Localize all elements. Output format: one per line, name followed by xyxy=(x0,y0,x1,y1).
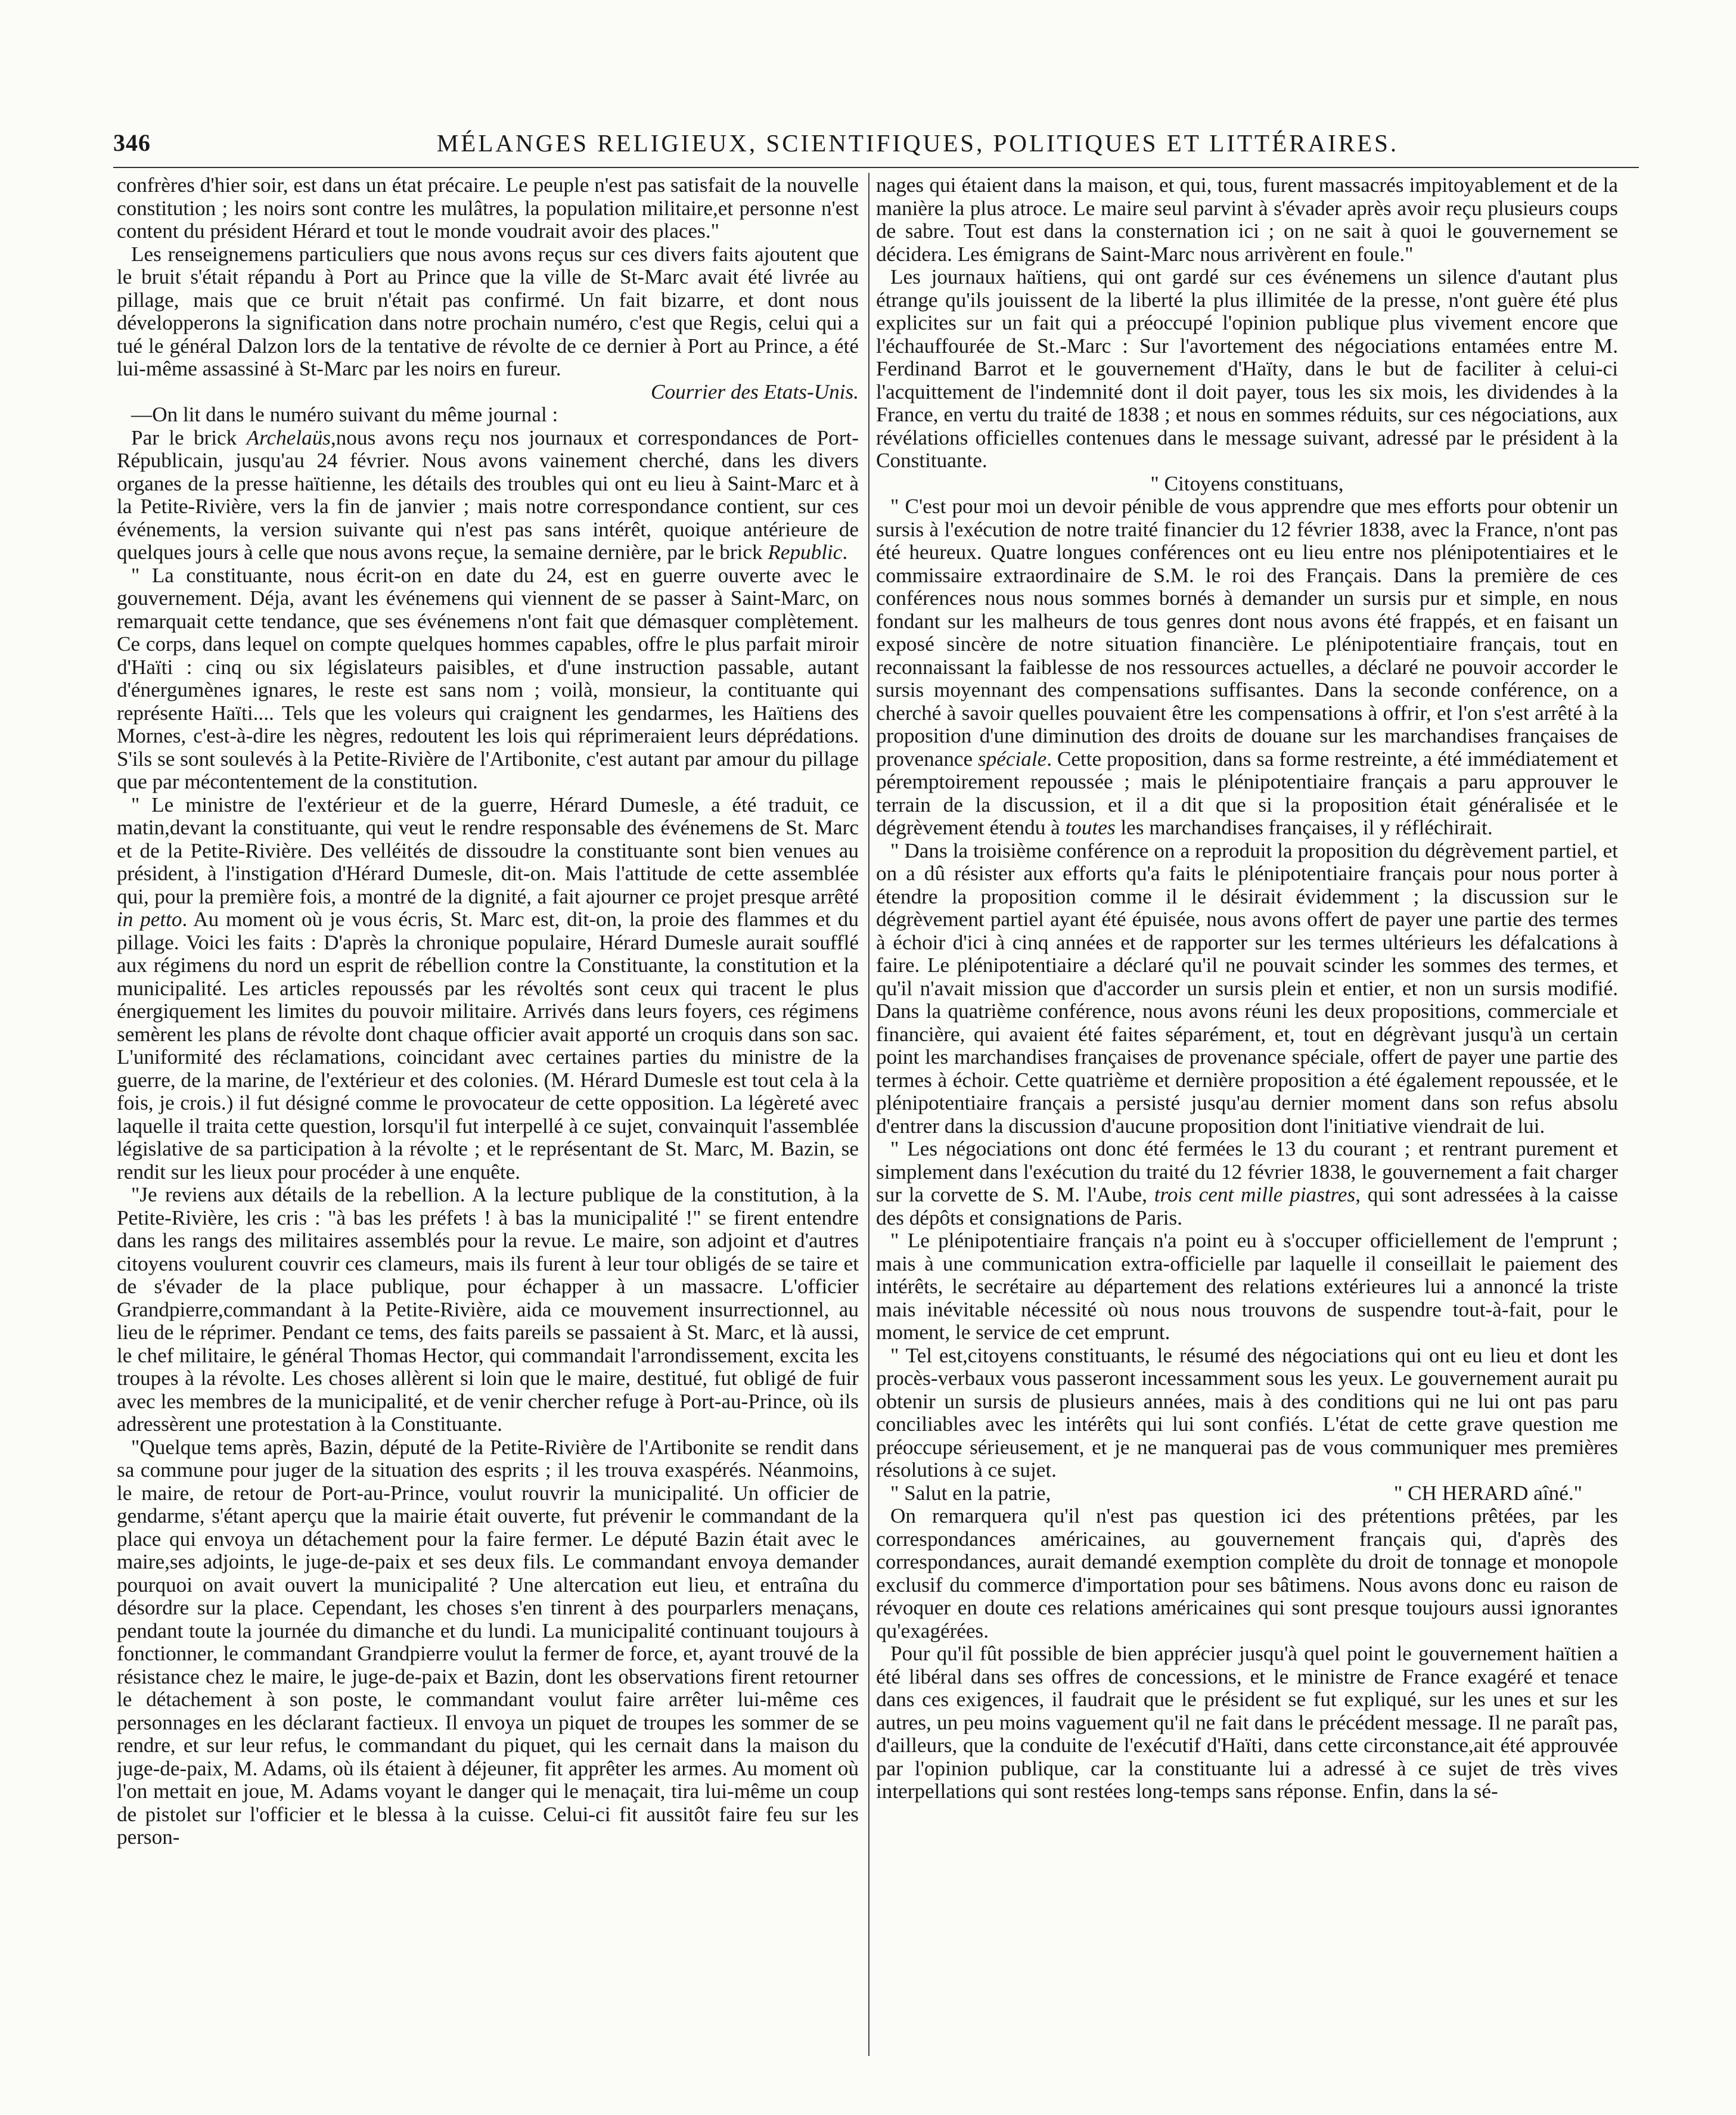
paragraph: " La constituante, nous écrit-on en date du 24, est en guerre ouverte avec le gouvernement. Déja, avant les événemens qui viennent de se passer à Saint-Marc, on remarquait cette tendance, que ses événemens n'ont fait que démasquer complètement. Ce corps, dans lequel on compte quelques hommes capables, offre le plus parfait miroir d'Haïti : cinq ou six législateurs paisibles, et d'une instruction passable, autant d'énergumènes ignares, le reste est sans nom ; voilà, monsieur, la contituante qui représente Haïti.... Tels que les voleurs qui craignent les gendarmes, les Haïtiens des Mornes, c'est-à-dire les nègres, redoutent les lois qui réprimeraient leurs déprédations. S'ils se sont soulevés à la Petite-Rivière de l'Artibonite, c'est autant par amour du pillage que par mécontentement de la constitution. xyxy=(117,563,859,793)
column-rule xyxy=(868,173,869,2056)
text-run: . xyxy=(842,541,848,564)
italic-phrase: trois cent mille piastres xyxy=(1154,1183,1356,1206)
paragraph: —On lit dans le numéro suivant du même journal : xyxy=(131,403,558,426)
text-run: , qui sont adressées à la caisse des dépôts et consignations de Paris. xyxy=(876,1183,1618,1229)
salutation-heading: " Citoyens constituans, xyxy=(1150,471,1344,495)
text-run: " C'est pour moi un devoir pénible de vous apprendre que mes efforts pour obtenir un sursis à l'exécution de notre traité financier du 12 février 1838, avec la France, n'ont pas été heureux. Quatre longues conférences ont eu lieu entre nos plénipotentiaires et le commissaire extraordinaire de S.M. le roi des Français. Dans la première de ces conférences nous nous sommes bornés à demander un sursis pur et simple, en nous fondant sur les malheurs de tous genres dont nous avons été frappés, et en faisant un exposé sincère de notre situation financière. Le plénipotentiaire français, tout en reconnaissant la faiblesse de nos ressources actuelles, a déclaré ne pouvoir accorder le sursis moyennant des compensations suffisantes. Dans la seconde conférence, on a cherché à savoir quelles pouvaient être les compensations à offrir, et l'on s'est arrêté à la proposition d'une diminution des droits de douane sur les marchandises françaises de provenance xyxy=(876,495,1618,771)
page-header xyxy=(113,123,1639,170)
paragraph: Les renseignemens particuliers que nous avons reçus sur ces divers faits ajoutent que le bruit s'était répandu à Port au Prince que la ville de St-Marc avait été livrée au pillage, mais que ce bruit n'était pas confirmé. Un fait bizarre, et dont nous développerons la signification dans notre prochain numéro, c'est que Regis, celui qui a tué le général Dalzon lors de la tentative de révolte de ce dernier à Port au Prince, a été lui-même assassiné à St-Marc par les noirs en fureur. xyxy=(117,242,859,380)
paragraph xyxy=(117,427,859,564)
paragraph: Pour qu'il fût possible de bien apprécier jusqu'à quel point le gouvernement haïtien a été libéral dans ses offres de concessions, et le ministre de France exagéré et tenace dans ces exigences, il faudrait que le président se fut expliqué, sur les unes et sur les autres, un peu moins vaguement qu'il ne fait dans le précédent message. Il ne paraît pas, d'ailleurs, que la conduite de l'exécutif d'Haïti, dans cette circonstance,ait été approuvée par l'opinion publique, car la constituante lui a adressé à ce sujet de très vives interpellations qui sont restées long-temps sans réponse. Enfin, dans la sé- xyxy=(876,1642,1618,1803)
right-column xyxy=(876,174,1618,2057)
text-run: Par le brick xyxy=(131,426,247,449)
ship-name: Republic xyxy=(768,541,843,564)
italic-phrase: in petto xyxy=(117,908,182,931)
header-rule xyxy=(113,167,1639,168)
closing-line xyxy=(876,1482,1618,1505)
left-column xyxy=(117,174,859,2057)
journal-title: MÉLANGES RELIGIEUX, SCIENTIFIQUES, POLITIQUES ET LITTÉRAIRES. xyxy=(436,129,1399,157)
closing-salutation: " Salut en la patrie, xyxy=(890,1481,1051,1505)
paragraph: " Dans la troisième conférence on a reproduit la proposition du dégrèvement partiel, et on a dû résister aux efforts qu'a faits le plénipotentiaire français pour nous porter à étendre la proposition comme il le désirait évidemment ; la discussion sur le dégrèvement partiel ayant été épuisée, nous avons offert de payer une partie des termes à échoir d'ici à cinq années et de rapporter sur les termes ultérieurs les défalcations à faire. Le plénipotentiaire a déclaré qu'il ne pouvait scinder les sommes des termes, et qu'il n'avait mission que d'accorder un sursis plein et entier, et non un sursis modifié. Dans la quatrième conférence, nous avons réuni les deux propositions, commerciale et financière, qui avaient été faites séparément, et, tout en dégrèvant jusqu'à un certain point les marchandises françaises de provenance spéciale, offert de payer une partie des termes à échoir. Cette quatrième et dernière proposition a été également repoussée, et le plénipotentiaire français a persisté jusqu'au dernier moment dans son refus absolu d'entrer dans la discussion d'aucune proposition dont l'initiative viendrait de lui. xyxy=(876,838,1618,1138)
paragraph: nages qui étaient dans la maison, et qui, tous, furent massacrés impitoyablement et de la manière la plus atroce. Le maire seul parvint à s'évader après avoir reçu plusieurs coups de sabre. Tout est dans la consternation ici ; on ne sait à quoi le gouvernement se décidera. Les émigrans de Saint-Marc nous arrivèrent en foule." xyxy=(876,174,1618,266)
italic-word: spéciale xyxy=(977,747,1047,771)
paragraph: Les journaux haïtiens, qui ont gardé sur ces événemens un silence d'autant plus étrange qu'ils jouissent de la liberté la plus illimitée de la presse, n'ont guère été plus explicites sur un fait qui a préoccupé l'opinion publique plus vivement encore que l'échauffourée de St.-Marc : Sur l'avortement des négociations entamées entre M. Ferdinand Barrot et le gouvernement d'Haïty, dans le but de faciliter à celui-ci l'acquittement de l'indemnité dont il doit payer, tous les six mois, les dividendes à la France, en vertu du traité de 1838 ; et nous en sommes réduits, sur ces négociations, aux révélations officielles contenues dans le message suivant, adressé par le président à la Constituante. xyxy=(876,265,1618,472)
text-run: ,nous avons reçu nos journaux et correspondances de Port-Républicain, jusqu'au 24 février. Nous avons vainement cherché, dans les divers organes de la presse haïtienne, les détails des troubles qui ont eu lieu à Saint-Marc et à la Petite-Rivière, vers la fin de janvier ; mais notre correspondance contient, sur ces événements, la version suivante qui n'est pas sans intérêt, quoique antérieure de quelques jours à celle que nous avons reçue, la semaine dernière, par le brick xyxy=(117,426,859,564)
page-number: 346 xyxy=(113,129,151,156)
paragraph xyxy=(876,495,1618,840)
text-run: " Le ministre de l'extérieur et de la guerre, Hérard Dumesle, a été traduit, ce matin,devant la constituante, qui veut le rendre responsable des événemens de St. Marc et de la Petite-Rivière. Des velléités de dissoudre la constituante sont bien venues au président, à l'instigation d'Hérard Dumesle, dit-on. Mais l'attitude de cette assemblée qui, pour la première fois, a montré de la dignité, a fait ajourner ce projet presque arrêté xyxy=(117,793,859,908)
paragraph xyxy=(876,1138,1618,1229)
text-run: . Cette proposition, dans sa forme restreinte, a été immédiatement et péremptoirement repoussée ; mais le plénipotentiaire français a paru approuver le terrain de la discussion, et il a dit que si la proposition était généralisée et le dégrèvement étendu à xyxy=(876,747,1618,839)
ship-name: Archelaüs xyxy=(246,426,331,449)
paragraph: " Le plénipotentiaire français n'a point eu à s'occuper officiellement de l'emprunt ; mais à une communication extra-officielle par laquelle il conseillait le paiement des intérêts, le secrétaire au département des relations extérieures lui a annoncé la triste mais inévitable nécessité où nous nous trouvons de suspendre tout-à-fait, pour le moment, le service de cet emprunt. xyxy=(876,1229,1618,1344)
text-run: les marchandises françaises, il y réfléchirait. xyxy=(1115,816,1493,839)
paragraph: " Tel est,citoyens constituants, le résumé des négociations qui ont eu lieu et dont les procès-verbaux vous passeront incessamment sous les yeux. Le gouvernement aurait pu obtenir un sursis de plusieurs années, mais à des conditions qui ne lui ont pas paru conciliables avec les intérêts qui lui sont confiés. L'état de cette grave question me préoccupe sérieusement, et je ne manquerai pas de vous communiquer mes premières résolutions à ce sujet. xyxy=(876,1343,1618,1482)
paragraph xyxy=(117,794,859,1184)
paragraph: confrères d'hier soir, est dans un état précaire. Le peuple n'est pas satisfait de la nouvelle constitution ; les noirs sont contre les mulâtres, la population militaire,et personne n'est content du président Hérard et tout le monde voudrait avoir des places." xyxy=(117,174,859,243)
text-run: " Les négociations ont donc été fermées le 13 du courant ; et rentrant purement et simplement dans l'exécution du traité du 12 février 1838, le gouvernement a fait charger sur la corvette de S. M. l'Aube, xyxy=(876,1137,1618,1206)
paragraph: On remarquera qu'il n'est pas question ici des prétentions prêtées, par les correspondances américaines, au gouvernement français qui, d'après des correspondances, aurait demandé exemption complète du droit de tonnage et monopole exclusif du commerce d'importation pour ses bâtimens. Nous avons donc eu raison de révoquer en doute ces relations américaines qui sont presque toujours aussi ignorantes qu'exagérées. xyxy=(876,1504,1618,1642)
paragraph: "Quelque tems après, Bazin, député de la Petite-Rivière de l'Artibonite se rendit dans sa commune pour juger de la situation des esprits ; il les trouva exaspérés. Néanmoins, le maire, de retour de Port-au-Prince, voulut rouvrir la municipalité. Un officier de gendarme, s'étant aperçu que la mairie était ouverte, fut prévenir le commandant de la place qui envoya un détachement pour la faire fermer. Le député Bazin était avec le maire,ses adjoints, le juge-de-paix et ses deux fils. Le commandant envoya demander pourquoi on avait ouvert la municipalité ? Une altercation eut lieu, et entraîna du désordre sur la place. Cependant, les choses s'en tinrent à des pourparlers menaçans, pendant toute la journée du dimanche et du lundi. La municipalité continuant toujours à fonctionner, le commandant Grandpierre voulut la fermer de force, et, ayant trouvé de la résistance chez le maire, le juge-de-paix et Bazin, dont les observations firent retourner le détachement à son poste, le commandant voulut faire arrêter lui-même ces personnages en les déclarant factieux. Il envoya un piquet de troupes les sommer de se rendre, et sur leur refus, le commandant du piquet, qui les cernait dans la maison du juge-de-paix, M. Adams, où ils étaient à déjeuner, fit apprêter les armes. Au moment où l'on mettait en joue, M. Adams voyant le danger qui le menaçait, tira lui-même un coup de pistolet sur l'officier et le blessa à la cuisse. Celui-ci fit aussitôt faire feu sur les person- xyxy=(117,1435,859,1849)
source-attribution: Courrier des Etats-Unis. xyxy=(651,380,859,403)
italic-word: toutes xyxy=(1065,816,1116,839)
text-run: . Au moment où je vous écris, St. Marc est, dit-on, la proie des flammes et du pillage. Voici les faits : D'après la chronique populaire, Hérard Dumesle aurait soufflé aux régimens du nord un esprit de rébellion contre la Constituante, la constitution et la municipalité. Les articles repoussés par les révoltés sont ceux qui tracent le plus énergiquement les limites du pouvoir militaire. Arrivés dans leurs foyers, ces régimens semèrent les plans de révolte dont chaque officier avait apporté un croquis dans son sac. L'uniformité des réclamations, coincidant avec certaines parties du ministre de la guerre, de la marine, de l'extérieur et des colonies. (M. Hérard Dumesle est tout cela à la fois, je crois.) il fut désigné comme le provocateur de cette opposition. La légèreté avec laquelle il traita cette question, lorsqu'il fut interpellé à ce sujet, convainquit l'assemblée législative de sa participation à la révolte ; et le représentant de St. Marc, M. Bazin, se rendit sur les lieux pour procéder à une enquête. xyxy=(117,908,859,1184)
paragraph: "Je reviens aux détails de la rebellion. A la lecture publique de la constitution, à la Petite-Rivière, les cris : "à bas les préfets ! à bas la municipalité !" se firent entendre dans les rangs des militaires assemblés pour la revue. Le maire, son adjoint et d'autres citoyens voulurent couvrir ces clameurs, mais ils furent à leur tour obligés de se taire et de s'évader de la place publique, pour échapper à un massacre. L'officier Grandpierre,commandant à la Petite-Rivière, aida ce mouvement insurrectionnel, au lieu de le réprimer. Pendant ce tems, des faits pareils se passaient à St. Marc, et là aussi, le chef militaire, le général Thomas Hector, qui commandait l'arrondissement, excita les troupes à la révolte. Les choses allèrent si loin que le maire, destitué, fut obligé de fuir avec les membres de la municipalité, et de venir chercher refuge à Port-au-Prince, où ils adressèrent une protestation à la Constituante. xyxy=(117,1183,859,1436)
signature: " CH HERARD aîné." xyxy=(1393,1481,1582,1505)
